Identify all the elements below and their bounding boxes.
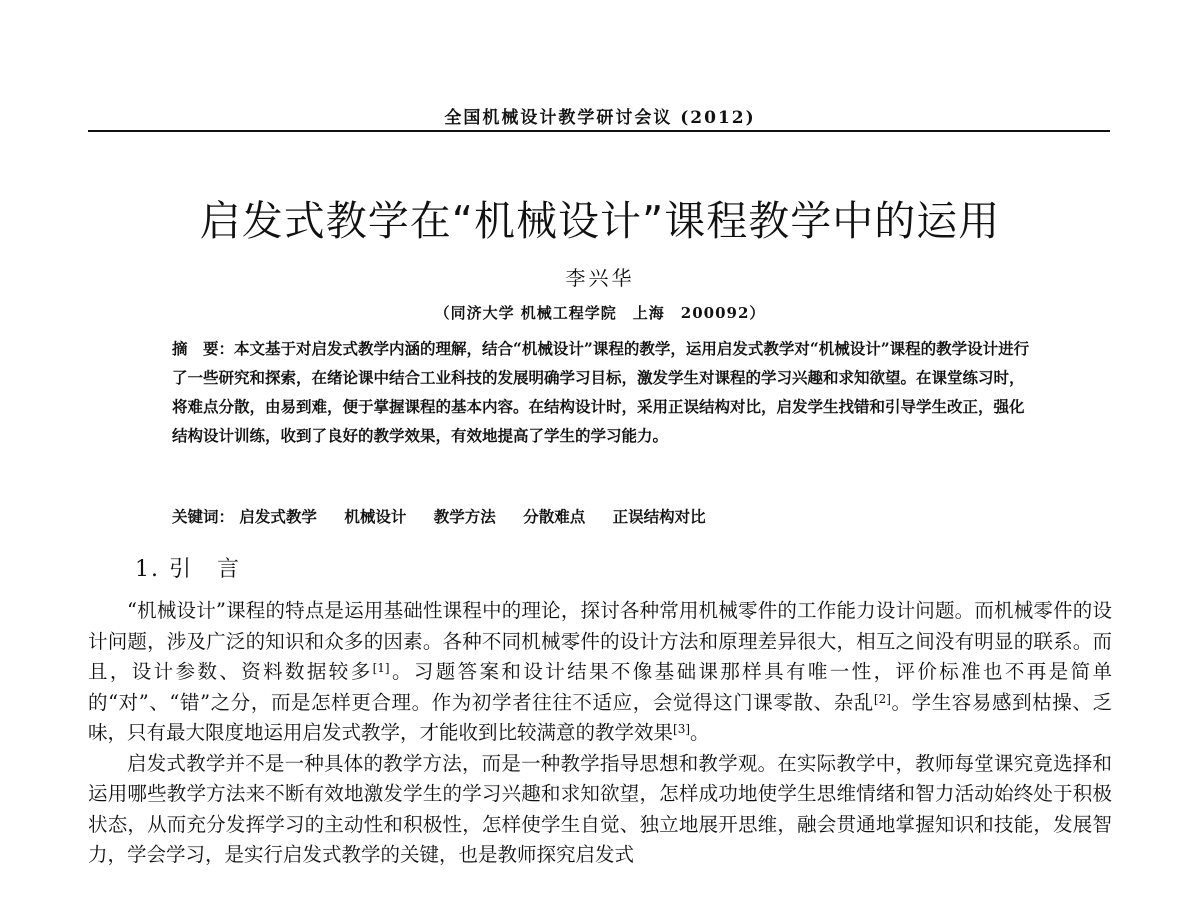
paragraph	[88, 596, 1112, 749]
citation: [1]	[372, 661, 390, 675]
abstract	[172, 334, 1032, 450]
abstract-text: 本文基于对启发式教学内涵的理解，结合“机械设计”课程的教学，运用启发式教学对“机械设计”课程的教学设计进行了一些研究和探索，在绪论课中结合工业科技的发展明确学习目标，激发学生对课程的学习兴趣和求知欲望。在课堂练习时，将难点分散，由易到难，便于掌握课程的基本内容。在结构设计时，采用正误结构对比，启发学生找错和引导学生改正，强化结构设计训练，收到了良好的教学效果，有效地提高了学生的学习能力。	[172, 339, 1030, 445]
text-run: 。	[690, 721, 710, 744]
citation: [2]	[873, 691, 891, 706]
keyword: 教学方法	[433, 507, 496, 526]
text-run: “机械设计”课程的特点是运用基础性课程中的理论，探讨各种常用机械零件的工作能力设计问题。而机械零件的设计问题，涉及广泛的知识和众多的因素。各种不同机械零件的设计方法和原理差异很大，相互之间没有明显的联系。而且，设计参数、资料数据较多	[88, 599, 1112, 683]
affiliation: （同济大学 机械工程学院 上海 200092）	[434, 304, 766, 322]
section-heading: 1. 引 言	[135, 557, 241, 582]
citation: [3]	[673, 722, 691, 736]
keywords-label: 关键词：	[172, 507, 235, 526]
header-rule	[88, 130, 1110, 132]
text-run: 。学生容易感到枯操、乏味，只有最大限度地运用启发式教学，才能收到比较满意的教学效果	[88, 690, 1112, 744]
abstract-label: 摘 要：	[172, 339, 235, 358]
paragraph: 启发式教学并不是一种具体的教学方法，而是一种教学指导思想和教学观。在实际教学中，教师每堂课究竟选择和运用哪些教学方法来不断有效地激发学生的学习兴趣和求知欲望，怎样成功地使学生思维情绪和智力活动始终处于积极状态，从而充分发挥学习的主动性和积极性，怎样使学生自觉、独立地展开思维，融会贯通地掌握知识和技能，发展智力，学会学习，是实行启发式教学的关键，也是教师探究启发式	[88, 751, 1112, 866]
running-head: 全国机械设计教学研讨会议 (2012)	[444, 108, 756, 128]
body-text	[88, 596, 1112, 871]
keyword: 启发式教学	[239, 507, 317, 526]
keywords	[172, 505, 1032, 527]
keyword: 分散难点	[523, 507, 586, 526]
author: 李兴华	[565, 266, 635, 290]
paper-title: 启发式教学在“机械设计”课程教学中的运用	[199, 197, 1001, 245]
text-run: 。习题答案和设计结果不像基础课那样具有唯一性，评价标准也不再是简单的“对”、“错”之分，而是怎样更合理。作为初学者往往不适应，会觉得这门课零散、杂乱	[88, 660, 1112, 714]
keyword: 正误结构对比	[612, 507, 706, 526]
keyword: 机械设计	[344, 507, 407, 526]
